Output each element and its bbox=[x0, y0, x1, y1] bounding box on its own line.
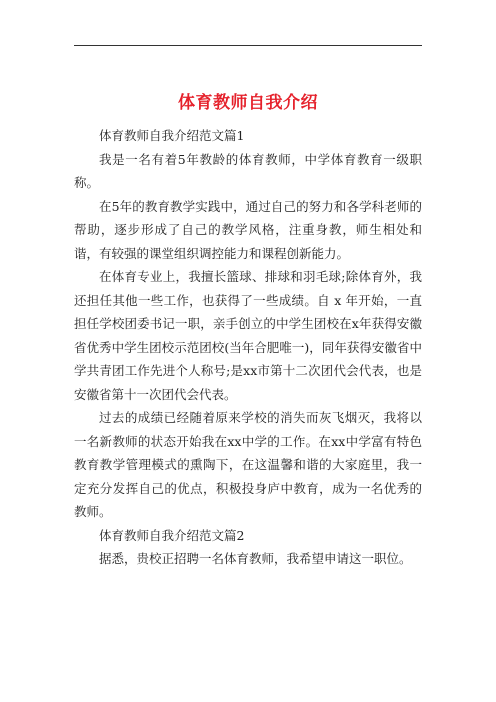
header-rule bbox=[74, 45, 422, 46]
section-heading-1: 体育教师自我介绍范文篇1 bbox=[99, 128, 245, 143]
body-paragraph: 据悉，贵校正招聘一名体育教师，我希望申请这一职位。 bbox=[99, 551, 412, 566]
document-title: 体育教师自我介绍 bbox=[178, 93, 318, 113]
body-paragraph: 过去的成绩已经随着原来学校的消失而灰飞烟灭，我将以一名新教师的状态开始我在xx中学的工作。在xx中学富有特色教育教学管理模式的熏陶下，在这温馨和谐的大家庭里，我一定充分发挥自己的优点，积极投身庐中教育，成为一名优秀的教师。 bbox=[74, 410, 422, 519]
body-paragraph: 我是一名有着5年教龄的体育教师，中学体育教育一级职称。 bbox=[74, 151, 422, 190]
document-body bbox=[74, 124, 422, 571]
section-heading-2: 体育教师自我介绍范文篇2 bbox=[99, 527, 245, 543]
body-paragraph: 在5年的教育教学实践中，通过自己的努力和各学科老师的帮助，逐步形成了自己的教学风格，注重身教，师生相处和谐，有较强的课堂组织调控能力和课程创新能力。 bbox=[74, 198, 422, 261]
body-paragraph: 在体育专业上，我擅长篮球、排球和羽毛球;除体育外，我还担任其他一些工作，也获得了一些成绩。自 x 年开始，一直担任学校团委书记一职，亲手创立的中学生团校在x年获得安徽省优秀中学生团校示范团校(当年合肥唯一)，同年获得安徽省中学共青团工作先进个人称号;是xx市第十二次团代会代表，也是安徽省第十一次团代会代表。 bbox=[74, 269, 422, 402]
